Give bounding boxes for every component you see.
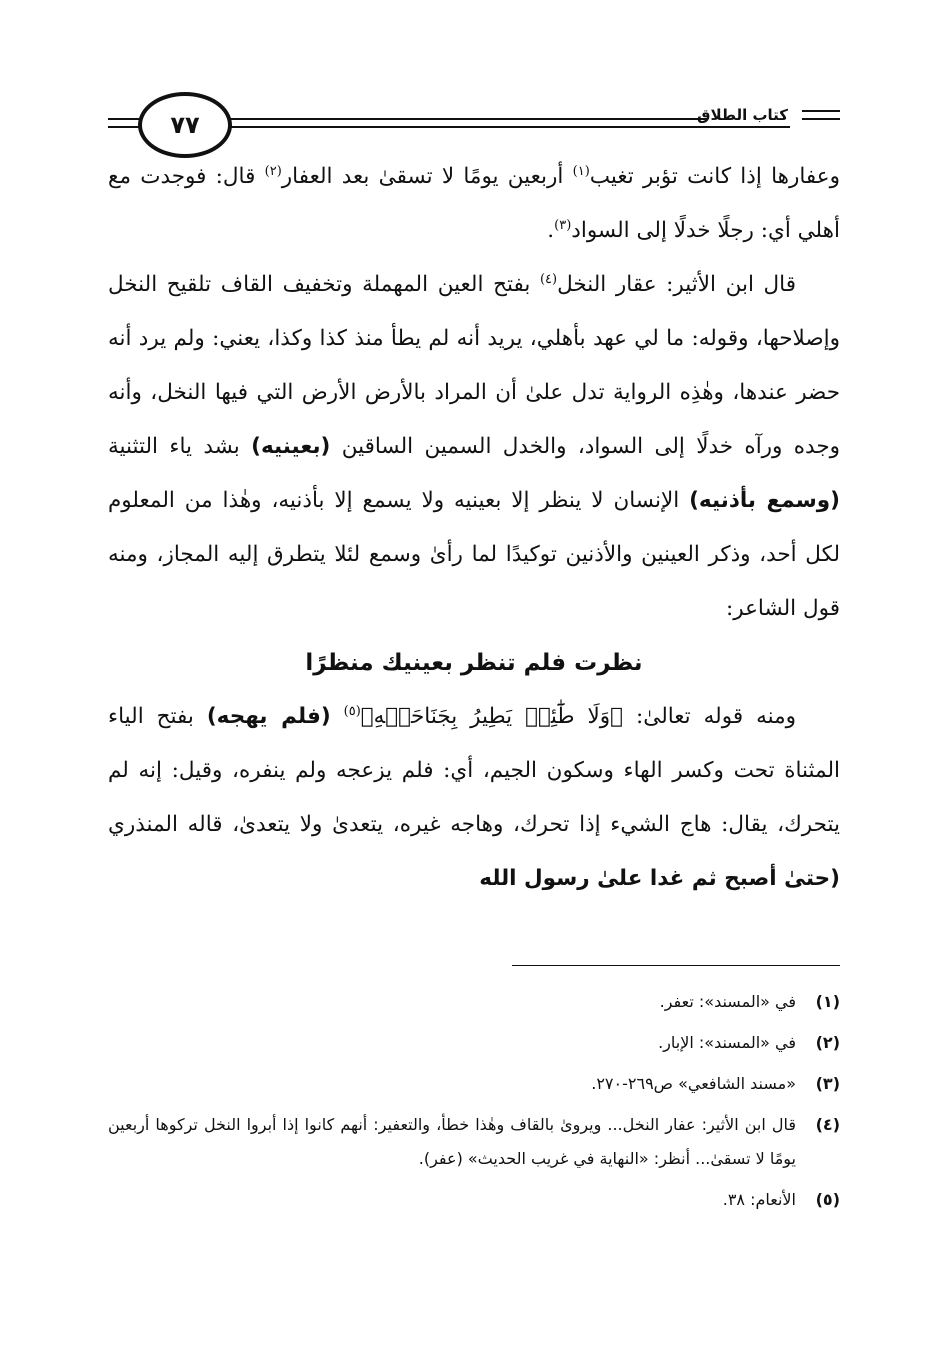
text-run	[331, 704, 344, 729]
footnote-text: «مسند الشافعي» ص٢٦٩-٢٧٠.	[591, 1074, 796, 1093]
bold-phrase: (فلم يهجه)	[206, 704, 331, 729]
footnote-item	[108, 1026, 840, 1060]
footnote-number: (٣)	[815, 1074, 840, 1093]
text-run: أربعين يومًا لا تسقىٰ بعد العفار	[281, 164, 573, 189]
footnote-number: (١)	[815, 992, 840, 1011]
paragraph-3	[108, 690, 840, 906]
text-run: الإنسان لا ينظر إلا بعينيه ولا يسمع إلا بأذنيه، وهٰذا من المعلوم لكل أحد، وذكر العينين والأذنين توكيدًا لما رأىٰ وسمع لئلا يتطرق إليه المجاز، ومنه قول الشاعر:	[108, 488, 840, 621]
header-rule-mid-bottom	[228, 126, 790, 128]
footnote-ref-3: (٣)	[554, 217, 572, 233]
footnote-text: في «المسند»: الإبار.	[658, 1033, 796, 1052]
book-title: كتاب الطلاق	[697, 106, 788, 124]
header-rule-mid-top	[228, 118, 708, 120]
bold-phrase: (حتىٰ أصبح ثم غدا علىٰ رسول الله	[479, 866, 840, 891]
footnote-ref-4: (٤)	[539, 271, 558, 287]
footnote-ref-2: (٢)	[264, 163, 282, 179]
text-run: قال ابن الأثير: عقار النخل	[557, 272, 797, 297]
footnote-item	[108, 1108, 840, 1176]
footnote-divider	[512, 965, 840, 966]
footnote-ref-5: (٥)	[343, 703, 361, 719]
header-rule-right-bottom	[802, 118, 840, 120]
footnote-text: في «المسند»: تعفر.	[659, 992, 796, 1011]
text-run: بفتح العين المهملة وتخفيف القاف تلقيح النخل وإصلاحها، وقوله: ما لي عهد بأهلي، يريد أنه لم يطأ منذ كذا وكذا، يعني: ولم يرد أنه حضر عندها، وهٰذِه الرواية تدل علىٰ أن المراد بالأرض الأرض التي فيها النخل، وأنه وجده ورآه خدلًا إلى السواد، والخدل السمين الساقين	[108, 272, 841, 459]
paragraph-1	[108, 150, 840, 258]
text-run: وعفارها إذا كانت تؤبر تغيب	[589, 164, 840, 189]
bold-phrase: (وسمع بأذنيه)	[689, 488, 840, 513]
text-run: بشد ياء التثنية	[108, 434, 252, 459]
main-text	[108, 150, 840, 906]
page-number-badge	[138, 92, 232, 158]
quran-quote: ومنه قوله تعالىٰ: ﴿وَلَا طَٰٓئِرٖ يَطِيرُ بِجَنَاحَيۡهِ﴾	[360, 704, 796, 729]
text-run: بفتح الياء المثناة تحت وكسر الهاء وسكون الجيم، أي: فلم يزعجه ولم ينفره، وقيل: إنه لم يتحرك، يقال: هاج الشيء إذا تحرك، وهاجه غيره، يتعدىٰ ولا يتعدىٰ، قاله المنذري	[108, 704, 840, 837]
footnote-number: (٤)	[815, 1115, 840, 1134]
footnote-item	[108, 985, 840, 1019]
footnote-text: الأنعام: ٣٨.	[722, 1190, 796, 1209]
paragraph-2	[108, 258, 840, 636]
poetry-verse: نظرت فلم تنظر بعينيك منظرًا	[305, 650, 643, 676]
footnote-number: (٥)	[815, 1190, 840, 1209]
footnote-item	[108, 1067, 840, 1101]
header-rule-right-top	[802, 110, 840, 112]
text-run: .	[547, 218, 555, 243]
footnote-item	[108, 1183, 840, 1217]
bold-phrase: (بعينيه)	[251, 434, 331, 459]
footnote-ref-1: (١)	[572, 163, 590, 179]
page-number: ٧٧	[170, 111, 200, 139]
footnotes	[108, 985, 840, 1224]
text-run: قال: فوجدت مع أهلي أي: رجلًا خدلًا إلى السواد	[108, 164, 840, 243]
footnote-text: قال ابن الأثير: عفار النخل... ويروىٰ بالقاف وهٰذا خطأ، والتعفير: أنهم كانوا إذا أبروا النخل تركوها أربعين يومًا لا تسقىٰ... أنظر: «النهاية في غريب الحديث» (عفر).	[108, 1115, 796, 1168]
footnote-number: (٢)	[815, 1033, 840, 1052]
